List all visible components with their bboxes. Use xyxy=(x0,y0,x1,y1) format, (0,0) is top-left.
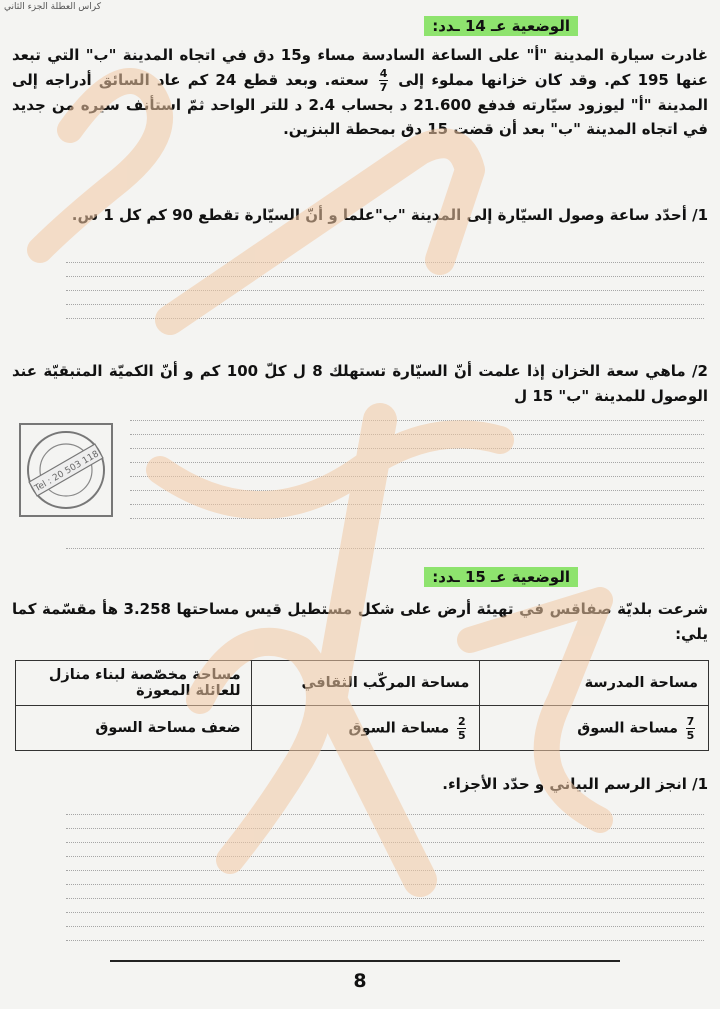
answer-lines-14-1 xyxy=(66,262,704,332)
page-number: 8 xyxy=(353,970,367,992)
fraction-seven-fifths: $\frac{7}{5}$ xyxy=(686,714,695,742)
question-14-1: 1/ أحدّد ساعة وصول السيّارة إلى المدينة "ب"علما و أنّ السيّارة تقطع 90 كم كل 1 س. xyxy=(71,206,708,224)
answer-lines-14-2-extra xyxy=(66,548,704,562)
table-cell: $\frac{7}{5}$ مساحة السوق xyxy=(480,706,709,751)
header-note: كراس العطلة الجزء الثاني xyxy=(4,2,102,12)
table-cell: ضعف مساحة السوق xyxy=(16,706,252,751)
svg-text:Tel : 20 503 118: Tel : 20 503 118 xyxy=(33,449,101,495)
table-row xyxy=(16,706,709,751)
situation-15-label: الوضعية عـ 15 ـدد: xyxy=(424,567,578,587)
situation-15-text: شرعت بلديّة صفاقس في تهيئة أرض على شكل مستطيل قيس مساحتها 3.258 هأ مقسّمة كما يلي: xyxy=(12,600,708,643)
footer-divider xyxy=(110,960,620,962)
situation-14-text-part2: سعته. وبعد قطع 24 كم عاد السائق أدراجه إلى المدينة "أ" ليوزود سيّارته فدفع 21.600 د بحساب 2.4 د للتر الواحد ثمّ استأنف سيره من جديد في اتجاه المدينة "ب" بعد أن قضت 15 دق بمحطة البنزين. xyxy=(12,70,708,138)
stamp-icon xyxy=(18,422,114,518)
fraction-four-sevenths: $\frac{4}{7}$ xyxy=(379,66,388,94)
answer-lines-14-2 xyxy=(130,420,704,532)
situation-14-text-part1: غادرت سيارة المدينة "أ" على الساعة السادسة مساء و15 دق في اتجاه المدينة "ب" التي تبعد عنها 195 كم. وقد كان خزانها مملوء إلى xyxy=(12,46,708,89)
land-distribution-table xyxy=(15,660,709,751)
table-row xyxy=(16,661,709,706)
question-14-2: 2/ ماهي سعة الخزان إذا علمت أنّ السيّارة تستهلك 8 ل كلّ 100 كم و أنّ الكميّة المتبقيّة عند الوصول للمدينة "ب" 15 ل xyxy=(12,362,708,405)
question-15-1: 1/ انجز الرسم البياني و حدّد الأجزاء. xyxy=(442,775,708,793)
table-cell: مساحة المركّب الثقافي xyxy=(251,661,480,706)
situation-14-label: الوضعية عـ 14 ـدد: xyxy=(424,16,578,36)
table-cell: مساحة مخصّصة لبناء منازل للعائلة المعوزة xyxy=(16,661,252,706)
table-cell: مساحة المدرسة xyxy=(480,661,709,706)
fraction-two-fifths: $\frac{2}{5}$ xyxy=(457,714,466,742)
situation-14-text xyxy=(12,43,708,142)
table-cell: $\frac{2}{5}$ مساحة السوق xyxy=(251,706,480,751)
answer-lines-15-1 xyxy=(66,814,704,954)
